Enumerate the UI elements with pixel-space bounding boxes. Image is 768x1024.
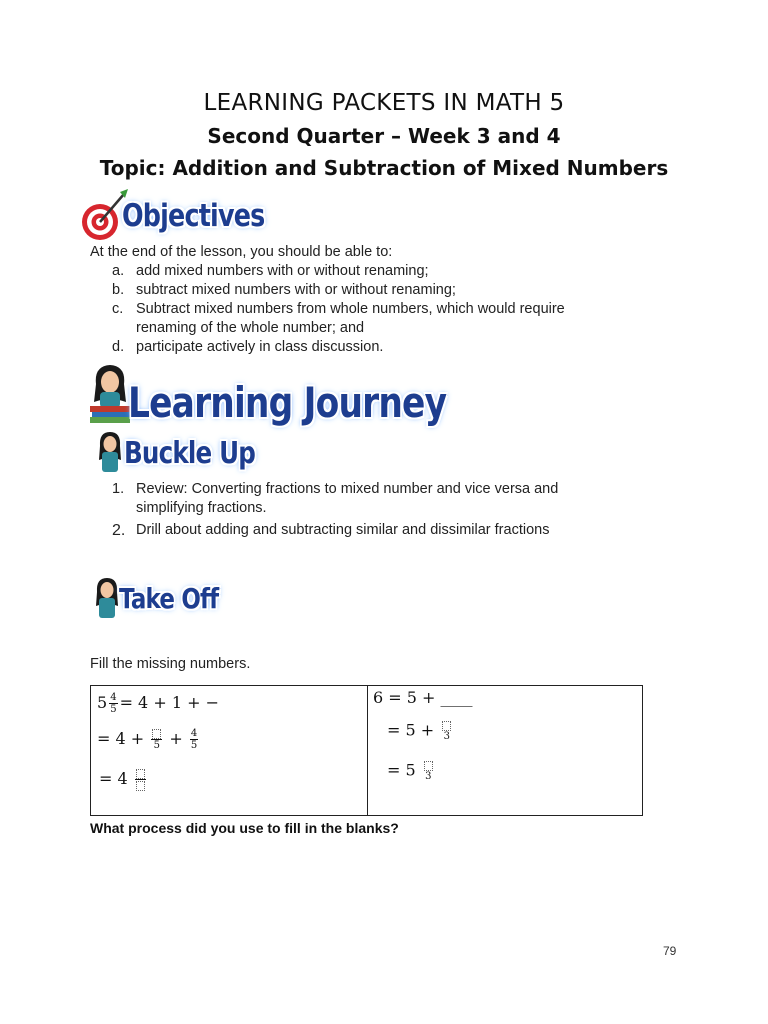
blank-box[interactable] bbox=[152, 729, 161, 739]
take-off-instruction: Fill the missing numbers. bbox=[90, 656, 251, 672]
list-item: d. participate actively in class discussion. bbox=[112, 339, 384, 355]
blank-box[interactable] bbox=[136, 781, 145, 791]
objectives-list bbox=[112, 262, 672, 357]
left-equation-line-1: 5 $\frac{4}{5}$ = 4 + 1 + − bbox=[97, 692, 219, 715]
objectives-banner: Objectives bbox=[122, 198, 265, 234]
buckle-up-banner: Buckle Up bbox=[124, 436, 256, 471]
list-item: 1. Review: Converting fractions to mixed number and vice versa and simplifying fractions. bbox=[112, 481, 559, 516]
objectives-intro: At the end of the lesson, you should be able to: bbox=[90, 244, 393, 260]
learning-journey-banner: Learning Journey bbox=[128, 378, 447, 427]
teacher-avatar-icon bbox=[96, 430, 124, 474]
blank-box[interactable] bbox=[136, 769, 145, 779]
right-equation-line-3: = 5 3 bbox=[387, 760, 432, 782]
topic-title: Topic: Addition and Subtraction of Mixed Numbers bbox=[99, 156, 669, 180]
list-item: c. Subtract mixed numbers from whole numbers, which would require renaming of the whole number; and bbox=[112, 301, 565, 336]
blank-box[interactable] bbox=[424, 761, 433, 771]
teacher-avatar-icon bbox=[93, 576, 121, 620]
left-equation-line-3: = 4 bbox=[99, 768, 148, 791]
right-equation-line-1: 6 = 5 + ____ bbox=[373, 688, 473, 707]
blank-box[interactable] bbox=[442, 721, 451, 731]
list-item: b. subtract mixed numbers with or without renaming; bbox=[112, 282, 456, 298]
buckle-up-list bbox=[112, 480, 672, 540]
packet-title: LEARNING PACKETS IN MATH 5 bbox=[203, 90, 565, 116]
math-exercise-table bbox=[90, 685, 643, 816]
page-number: 79 bbox=[663, 944, 677, 958]
process-question: What process did you use to fill in the blanks? bbox=[90, 820, 399, 836]
take-off-banner: Take Off bbox=[119, 582, 219, 615]
quarter-subtitle: Second Quarter – Week 3 and 4 bbox=[207, 124, 561, 148]
list-item: 2. Drill about adding and subtracting similar and dissimilar fractions bbox=[112, 522, 550, 539]
left-equation-line-2: = 4 + 5 + $\frac{4}{5}$ bbox=[97, 728, 198, 751]
table-divider bbox=[367, 686, 368, 815]
teacher-avatar-icon bbox=[88, 362, 132, 424]
right-equation-line-2: = 5 + 3 bbox=[387, 720, 450, 742]
list-item: a. add mixed numbers with or without renaming; bbox=[112, 263, 429, 279]
